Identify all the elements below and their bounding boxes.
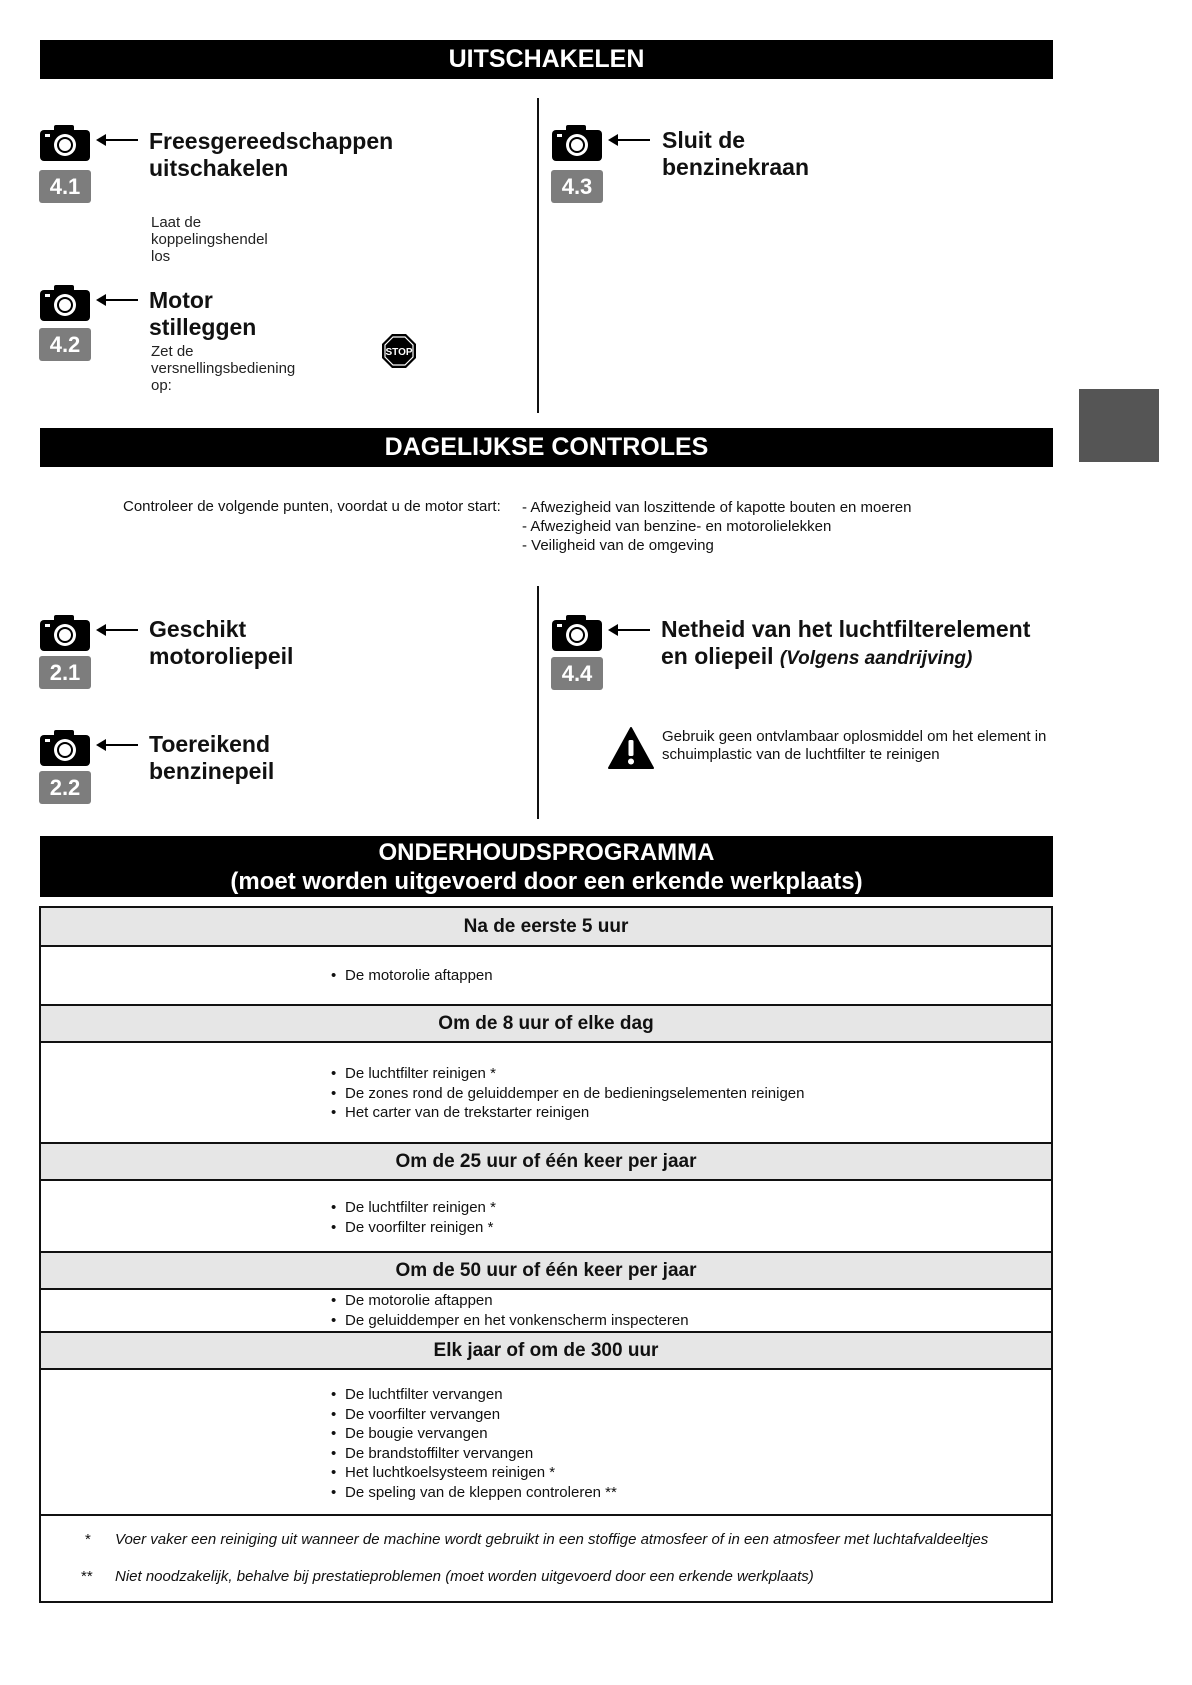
step-note: Laat de koppelingshendel los — [151, 214, 268, 265]
footnote-text: Niet noodzakelijk, behalve bij prestatieproblemen (moet worden uitgevoerd door een erkende werkplaats) — [115, 1568, 814, 1585]
list-item: • De geluiddemper en het vonkenscherm inspecteren — [331, 1311, 689, 1331]
interval-heading: Elk jaar of om de 300 uur — [41, 1331, 1051, 1370]
step-badge: 2.2 — [39, 771, 91, 804]
warning-text: Gebruik geen ontvlambaar oplosmiddel om het element in schuimplastic van de luchtfilter te reinigen — [662, 728, 1047, 763]
interval-heading: Om de 25 uur of één keer per jaar — [41, 1142, 1051, 1181]
list-item: • De brandstoffilter vervangen — [331, 1444, 617, 1464]
shutdown-divider — [537, 98, 539, 413]
list-item: • De voorfilter vervangen — [331, 1405, 617, 1425]
camera-icon — [39, 729, 91, 767]
step-badge: 4.3 — [551, 170, 603, 203]
list-item: • Het carter van de trekstarter reinigen — [331, 1103, 805, 1123]
arrow-left-icon — [608, 624, 650, 636]
step-title — [661, 616, 1061, 672]
step-badge: 4.2 — [39, 328, 91, 361]
footnote-mark: * — [85, 1531, 91, 1548]
footnote-mark: ** — [81, 1568, 93, 1585]
step-badge: 4.4 — [551, 657, 603, 690]
list-item: • De speling van de kleppen controleren ** — [331, 1483, 617, 1503]
list-item: • De bougie vervangen — [331, 1424, 617, 1444]
list-item: - Afwezigheid van loszittende of kapotte bouten en moeren — [522, 499, 912, 516]
interval-items — [331, 1198, 496, 1237]
maintenance-subtitle: (moet worden uitgevoerd door een erkende werkplaats) — [230, 868, 863, 895]
list-item: • De motorolie aftappen — [331, 1291, 689, 1311]
interval-heading: Na de eerste 5 uur — [41, 908, 1051, 947]
step-title: Freesgereedschappen uitschakelen — [149, 128, 394, 181]
list-item: - Veiligheid van de omgeving — [522, 537, 714, 554]
step-title-line2: en oliepeil — [661, 643, 774, 669]
arrow-left-icon — [96, 134, 138, 146]
stop-sign-label: STOP — [385, 347, 413, 358]
step-title-italic: (Volgens aandrijving) — [779, 648, 973, 669]
side-tab — [1079, 389, 1159, 462]
interval-items — [331, 1064, 805, 1123]
interval-heading: Om de 8 uur of elke dag — [41, 1004, 1051, 1043]
step-badge: 2.1 — [39, 656, 91, 689]
arrow-left-icon — [608, 134, 650, 146]
arrow-left-icon — [96, 739, 138, 751]
list-item: • De zones rond de geluiddemper en de bedieningselementen reinigen — [331, 1084, 805, 1104]
step-title: Motor stilleggen — [149, 287, 257, 340]
list-item: • Het luchtkoelsysteem reinigen * — [331, 1463, 617, 1483]
daily-title: DAGELIJKSE CONTROLES — [384, 433, 709, 461]
step-title-line1: Netheid van het luchtfilterelement — [661, 616, 1031, 642]
list-item: • De luchtfilter reinigen * — [331, 1198, 496, 1218]
step-title: Sluit de benzinekraan — [662, 127, 809, 180]
check-intro: Controleer de volgende punten, voordat u de motor start: — [123, 498, 501, 515]
list-item: • De luchtfilter vervangen — [331, 1385, 617, 1405]
stop-sign-icon — [381, 333, 417, 369]
camera-icon — [39, 124, 91, 162]
maintenance-banner — [40, 836, 1053, 897]
footnotes — [41, 1514, 1051, 1601]
arrow-left-icon — [96, 624, 138, 636]
arrow-left-icon — [96, 294, 138, 306]
maintenance-title: ONDERHOUDSPROGRAMMA — [378, 839, 715, 866]
step-title: Toereikend benzinepeil — [149, 731, 275, 784]
shutdown-title: UITSCHAKELEN — [448, 45, 645, 73]
list-item: - Afwezigheid van benzine- en motorolielekken — [522, 518, 832, 535]
camera-icon — [39, 614, 91, 652]
step-title: Geschikt motoroliepeil — [149, 616, 294, 669]
maintenance-table — [39, 906, 1053, 1603]
shutdown-banner — [40, 40, 1053, 79]
list-item: • De motorolie aftappen — [331, 966, 493, 986]
step-badge: 4.1 — [39, 170, 91, 203]
interval-items — [331, 966, 493, 986]
interval-items — [331, 1291, 689, 1330]
interval-items — [331, 1385, 617, 1502]
list-item: • De voorfilter reinigen * — [331, 1218, 496, 1238]
camera-icon — [39, 284, 91, 322]
step-note: Zet de versnellingsbediening op: — [151, 343, 296, 394]
warning-triangle-icon — [607, 726, 655, 770]
camera-icon — [551, 614, 603, 652]
check-list — [522, 498, 911, 555]
interval-heading: Om de 50 uur of één keer per jaar — [41, 1251, 1051, 1290]
list-item: • De luchtfilter reinigen * — [331, 1064, 805, 1084]
daily-divider — [537, 586, 539, 819]
camera-icon — [551, 124, 603, 162]
daily-banner — [40, 428, 1053, 467]
footnote-text: Voer vaker een reiniging uit wanneer de machine wordt gebruikt in een stoffige atmosfeer of in een atmosfeer met luchtafvaldeeltjes — [115, 1531, 989, 1548]
